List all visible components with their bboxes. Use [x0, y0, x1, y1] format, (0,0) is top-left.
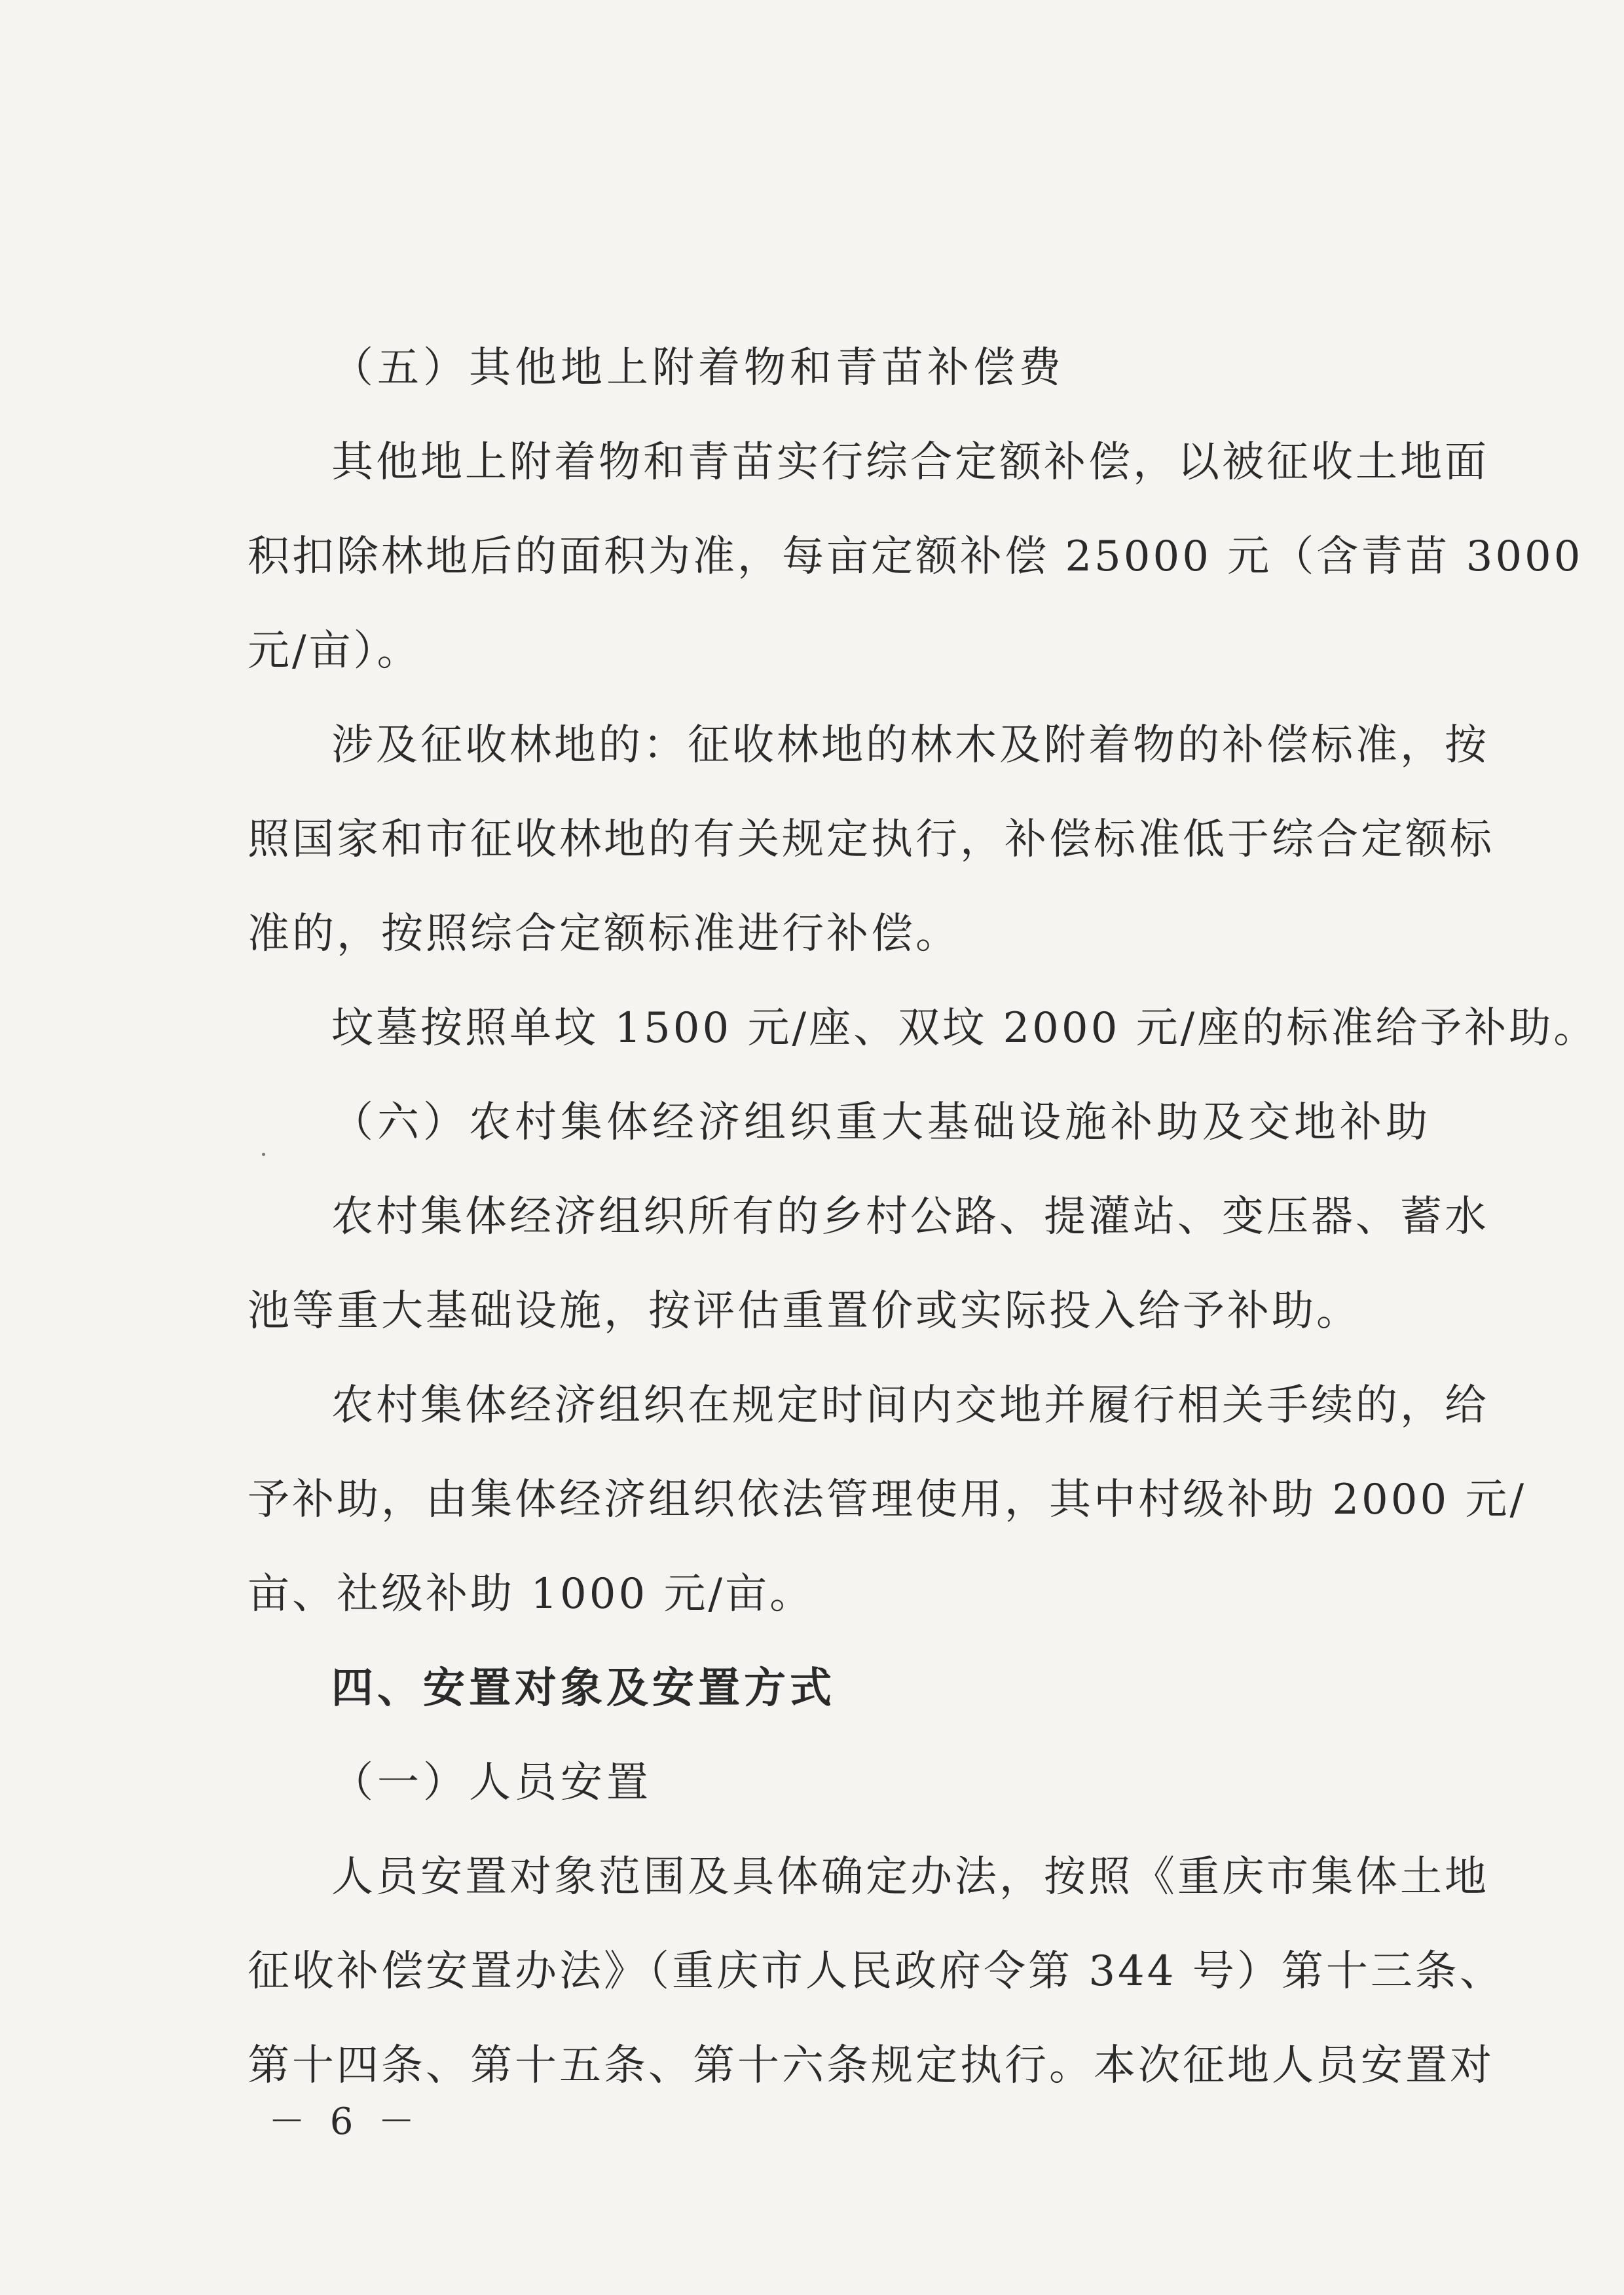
paragraph-line: 其他地上附着物和青苗实行综合定额补偿，以被征收土地面	[331, 438, 1489, 487]
section-heading-6: （六）农村集体经济组织重大基础设施补助及交地补助	[331, 1098, 1431, 1147]
paragraph-line: 亩、社级补助 1000 元/亩。	[248, 1570, 815, 1618]
paragraph-line: 第十四条、第十五条、第十六条规定执行。本次征地人员安置对	[248, 2042, 1494, 2090]
paragraph-line: 人员安置对象范围及具体确定办法，按照《重庆市集体土地	[331, 1853, 1489, 1901]
paragraph-line: 积扣除林地后的面积为准，每亩定额补偿 25000 元（含青苗 3000	[248, 532, 1583, 581]
paragraph-line: 元/亩）。	[248, 627, 422, 675]
section-heading-4-1: （一）人员安置	[331, 1759, 652, 1807]
document-body	[248, 321, 1598, 2113]
paragraph-line: 池等重大基础设施，按评估重置价或实际投入给予补助。	[248, 1287, 1361, 1335]
section-heading-5: （五）其他地上附着物和青苗补偿费	[331, 344, 1065, 392]
paragraph-line: 坟墓按照单坟 1500 元/座、双坟 2000 元/座的标准给予补助。	[331, 1004, 1598, 1053]
paragraph-line: 照国家和市征收林地的有关规定执行，补偿标准低于综合定额标	[248, 815, 1494, 864]
paragraph-line: 准的，按照综合定额标准进行补偿。	[248, 910, 960, 958]
section-heading-4: 四、安置对象及安置方式	[331, 1664, 836, 1713]
paragraph-line: 涉及征收林地的：征收林地的林木及附着物的补偿标准，按	[331, 721, 1489, 770]
paragraph-line: 农村集体经济组织在规定时间内交地并履行相关手续的，给	[331, 1381, 1489, 1430]
scan-speck	[262, 1153, 265, 1156]
page-number: － 6 －	[268, 2100, 422, 2143]
paragraph-line: 农村集体经济组织所有的乡村公路、提灌站、变压器、蓄水	[331, 1193, 1489, 1241]
paragraph-line: 征收补偿安置办法》（重庆市人民政府令第 344 号）第十三条、	[248, 1947, 1504, 1996]
paragraph-line: 予补助，由集体经济组织依法管理使用，其中村级补助 2000 元/	[248, 1476, 1527, 1524]
